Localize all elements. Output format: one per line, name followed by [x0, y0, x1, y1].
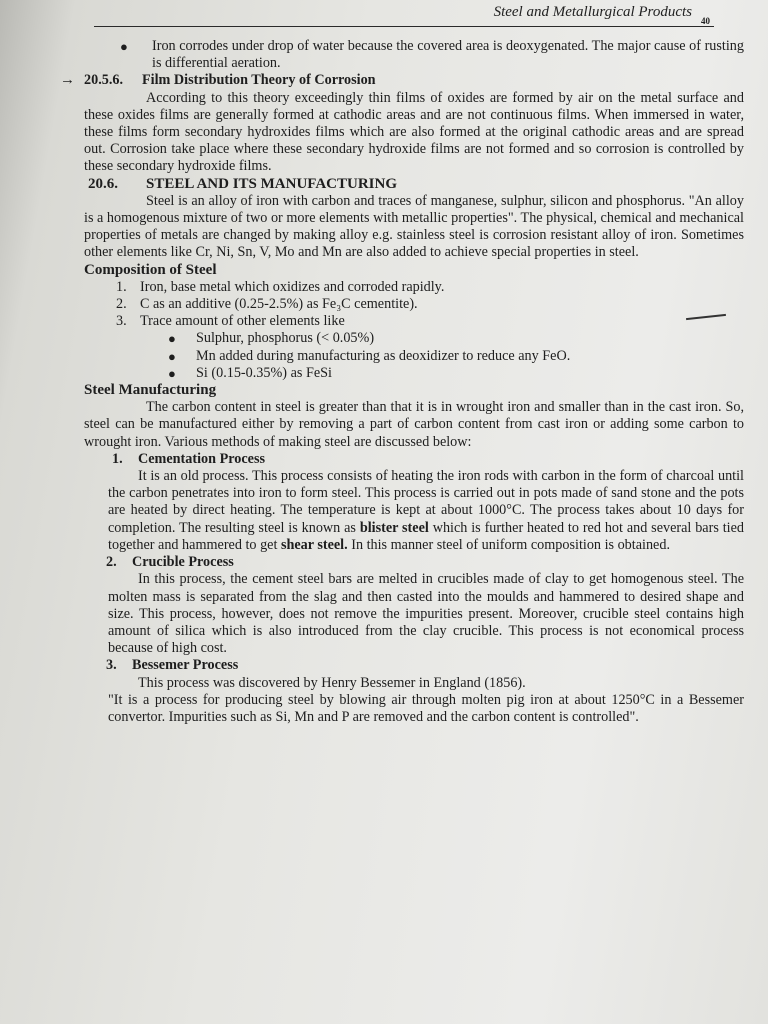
text-run: It is an old process. This process consists of heating the iron rods with carbon in the form of charcoal until the carbon penetrates into iron to form steel. This process is carried out in pots made of sand stone and the pots are heated by direct heating. The temperature is kept at about 1000°C. The process takes about 10 days for completion. The resulting steel is known as: [108, 468, 744, 536]
process-heading: [106, 554, 744, 571]
list-text: Trace amount of other elements like: [140, 313, 345, 330]
list-text: Iron, base metal which oxidizes and corroded rapidly.: [140, 278, 445, 295]
list-item: [120, 38, 744, 72]
bullet-text: Iron corrodes under drop of water because the covered area is deoxygenated. The major cause of rusting is differential aeration.: [152, 38, 744, 72]
list-number: 3.: [116, 313, 127, 330]
process-body: [108, 468, 744, 554]
text-run: In this manner steel of uniform composition is obtained.: [347, 536, 670, 553]
process-number: 1.: [112, 450, 123, 467]
page-number: 40: [701, 16, 710, 26]
list-item: [168, 330, 744, 347]
list-item: [116, 313, 744, 330]
section-heading-20-5-6: [60, 72, 744, 89]
list-item: [168, 365, 744, 382]
list-text: Mn added during manufacturing as deoxidizer to reduce any FeO.: [196, 347, 571, 364]
composition-heading: Composition of Steel: [84, 261, 217, 278]
paragraph: "It is a process for producing steel by blowing air through molten pig iron at about 1250°C in a Bessemer convertor. Impurities such as Si, Mn and P are removed and the carbon content is controlled".: [108, 691, 744, 725]
process-number: 3.: [106, 657, 117, 674]
list-text: C as an additive (0.25-2.5%) as Fe₃C cementite).: [140, 296, 418, 313]
process-title: Crucible Process: [132, 554, 234, 571]
header-rule: [94, 26, 714, 27]
paragraph: Steel is an alloy of iron with carbon and traces of manganese, sulphur, silicon and phosphorus. "An alloy is a homogenous mixture of two or more elements with metallic properties". The physical, chemical and mechanical properties of metals are changed by making alloy e.g. stainless steel is corrosion resistant alloy of iron. Sometimes other elements like Cr, Ni, Sn, V, Mo and Mn are also added to achieve special properties in steel.: [84, 192, 744, 261]
process-body: [108, 675, 744, 727]
process-title: Cementation Process: [138, 450, 266, 467]
list-number: 1.: [116, 278, 127, 295]
bold-term: shear steel.: [280, 536, 348, 553]
list-number: 2.: [116, 296, 127, 313]
section-title: STEEL AND ITS MANUFACTURING: [146, 175, 398, 192]
arrow-icon: →: [60, 72, 75, 89]
list-item: [116, 296, 744, 313]
process-body: [108, 571, 744, 657]
running-head: Steel and Metallurgical Products: [493, 4, 692, 20]
paragraph: This process was discovered by Henry Bessemer in England (1856).: [138, 674, 526, 691]
section-number: 20.6.: [88, 175, 118, 192]
bullet-icon: ●: [168, 331, 176, 347]
paragraph: The carbon content in steel is greater than that it is in wrought iron and smaller than in the cast iron. So, steel can be manufactured either by removing a part of carbon content from cast iron or adding some carbon to wrought iron. Various methods of making steel are discussed below:: [84, 399, 744, 450]
paragraph: In this process, the cement steel bars are melted in crucibles made of clay to get homogenous steel. The molten mass is separated from the slag and then casted into the moulds and hammered to desired shape and size. This process, however, does not remove the impurities present. Moreover, crucible steel contains high amount of silica which is also introduced from the clay crucible. This process is not economical process because of high cost.: [108, 571, 744, 657]
process-heading: [112, 451, 744, 468]
list-text: Sulphur, phosphorus (< 0.05%): [196, 330, 375, 347]
process-heading: [106, 657, 744, 674]
bullet-icon: ●: [168, 365, 176, 381]
paragraph: [108, 468, 744, 554]
page-body: [60, 38, 744, 726]
list-text: Si (0.15-0.35%) as FeSi: [196, 364, 332, 381]
process-title: Bessemer Process: [132, 657, 239, 674]
list-item: [168, 348, 744, 365]
bullet-icon: ●: [120, 39, 128, 54]
process-number: 2.: [106, 554, 117, 571]
section-heading-20-6: [88, 176, 744, 193]
bold-term: blister steel: [359, 519, 429, 536]
list-item: [116, 279, 744, 296]
section-title: Film Distribution Theory of Corrosion: [142, 72, 376, 89]
manufacturing-heading: Steel Manufacturing: [84, 382, 217, 399]
bullet-icon: ●: [168, 348, 176, 364]
paragraph: According to this theory exceedingly thin films of oxides are formed by air on the metal surface and these oxides films are generally formed at cathodic areas and are not continuous films. When immersed in water, these films form secondary hydroxides films which are also formed at the original cathodic areas and are spread out. Corrosion take place where these secondary hydroxide films are not formed and so corrosion is controlled by these secondary hydroxide films.: [84, 89, 744, 175]
section-number: 20.5.6.: [84, 72, 124, 89]
text-run: which is further heated to red hot and several bars tied together and hammered to get: [108, 519, 744, 553]
